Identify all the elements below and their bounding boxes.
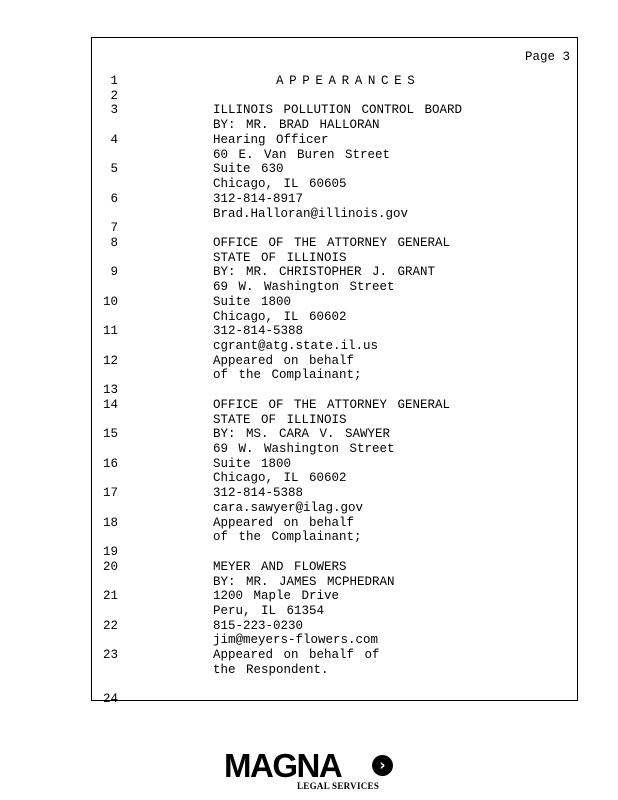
transcript-line xyxy=(0,427,618,442)
transcript-line xyxy=(0,575,618,590)
line-text: BY: MR. CHRISTOPHER J. GRANT xyxy=(213,265,436,280)
line-text: Peru, IL 61354 xyxy=(213,603,325,618)
transcript-line xyxy=(0,442,618,457)
transcript-line xyxy=(0,633,618,648)
transcript-line xyxy=(0,692,618,707)
line-number: 13 xyxy=(102,383,118,398)
line-number: 2 xyxy=(110,88,118,103)
transcript-line xyxy=(0,324,618,339)
line-number: 10 xyxy=(102,294,118,309)
transcript-line xyxy=(0,663,618,678)
transcript-line xyxy=(0,221,618,236)
line-text: 312-814-5388 xyxy=(213,486,304,501)
line-text: Brad.Halloran@illinois.gov xyxy=(213,206,409,221)
appearances-heading: APPEARANCES xyxy=(276,74,421,88)
line-number: 1 xyxy=(110,74,118,88)
transcript-line xyxy=(0,103,618,118)
transcript-line xyxy=(0,74,618,89)
transcript-line xyxy=(0,619,618,634)
line-number: 9 xyxy=(110,265,118,280)
line-text: STATE OF ILLINOIS xyxy=(213,250,347,265)
transcript-line xyxy=(0,398,618,413)
line-text: ILLINOIS POLLUTION CONTROL BOARD xyxy=(213,103,463,118)
transcript-line xyxy=(0,457,618,472)
line-text: 312-814-8917 xyxy=(213,191,304,206)
line-text: Hearing Officer xyxy=(213,132,329,147)
line-text: cara.sawyer@ilag.gov xyxy=(213,500,364,515)
transcript-line xyxy=(0,280,618,295)
line-number: 4 xyxy=(110,132,118,147)
transcript-line xyxy=(0,589,618,604)
transcript-line xyxy=(0,545,618,560)
line-text: 60 E. Van Buren Street xyxy=(213,147,391,162)
line-number: 6 xyxy=(110,191,118,206)
line-text: OFFICE OF THE ATTORNEY GENERAL xyxy=(213,235,451,250)
line-number: 21 xyxy=(102,589,118,604)
transcript-line xyxy=(0,383,618,398)
magna-logo xyxy=(224,748,394,794)
line-number: 22 xyxy=(102,618,118,633)
transcript-line xyxy=(0,413,618,428)
transcript-line xyxy=(0,339,618,354)
transcript-line xyxy=(0,236,618,251)
transcript-line xyxy=(0,486,618,501)
line-text: Chicago, IL 60602 xyxy=(213,471,347,486)
line-text: BY: MR. BRAD HALLORAN xyxy=(213,118,380,133)
page-number: Page 3 xyxy=(525,50,571,64)
transcript-line xyxy=(0,516,618,531)
transcript-line xyxy=(0,192,618,207)
transcript-line xyxy=(0,604,618,619)
line-number: 20 xyxy=(102,559,118,574)
transcript-line xyxy=(0,265,618,280)
line-text: STATE OF ILLINOIS xyxy=(213,412,347,427)
line-number: 17 xyxy=(102,486,118,501)
transcript-line xyxy=(0,310,618,325)
line-text: BY: MR. JAMES MCPHEDRAN xyxy=(213,574,395,589)
logo-wordmark: MAGNA xyxy=(224,747,342,784)
line-text: 69 W. Washington Street xyxy=(213,280,395,295)
line-number: 16 xyxy=(102,456,118,471)
line-number: 15 xyxy=(102,427,118,442)
transcript-line xyxy=(0,648,618,663)
line-number: 5 xyxy=(110,162,118,177)
line-number: 3 xyxy=(110,103,118,118)
transcript-line xyxy=(0,148,618,163)
line-text: OFFICE OF THE ATTORNEY GENERAL xyxy=(213,397,451,412)
line-text: Appeared on behalf xyxy=(213,515,355,530)
transcript-line xyxy=(0,133,618,148)
line-number: 11 xyxy=(102,324,118,339)
line-text: Chicago, IL 60605 xyxy=(213,177,347,191)
line-number: 24 xyxy=(102,692,118,707)
transcript-line xyxy=(0,471,618,486)
transcript-line xyxy=(0,530,618,545)
line-number: 19 xyxy=(102,545,118,559)
transcript-line xyxy=(0,251,618,266)
line-text: Appeared on behalf of xyxy=(213,648,380,663)
transcript-line xyxy=(0,560,618,575)
line-text: Chicago, IL 60602 xyxy=(213,309,347,324)
transcript-line xyxy=(0,162,618,177)
line-text: 312-814-5388 xyxy=(213,324,304,339)
line-text: the Respondent. xyxy=(213,662,329,677)
transcript-line xyxy=(0,207,618,222)
line-text: cgrant@atg.state.il.us xyxy=(213,339,379,353)
line-number: 8 xyxy=(110,235,118,250)
line-text: 815-223-0230 xyxy=(213,618,304,633)
transcript-line xyxy=(0,295,618,310)
transcript-line xyxy=(0,354,618,369)
line-text: Suite 1800 xyxy=(213,456,292,471)
transcript-line xyxy=(0,501,618,516)
line-text: Suite 1800 xyxy=(213,294,292,309)
transcript-line xyxy=(0,678,618,693)
line-text: Suite 630 xyxy=(213,162,284,177)
line-text: BY: MS. CARA V. SAWYER xyxy=(213,427,391,442)
transcript-line xyxy=(0,177,618,192)
line-number: 7 xyxy=(110,221,118,236)
line-text: of the Complainant; xyxy=(213,530,362,545)
line-text: jim@meyers-flowers.com xyxy=(213,633,379,648)
line-text: Appeared on behalf xyxy=(213,353,355,368)
transcript-line xyxy=(0,368,618,383)
logo-subtitle: LEGAL SERVICES xyxy=(297,781,380,791)
transcript-line xyxy=(0,89,618,104)
line-number: 12 xyxy=(102,353,118,368)
line-number: 18 xyxy=(102,515,118,530)
line-text: 69 W. Washington Street xyxy=(213,442,395,456)
line-number: 23 xyxy=(102,648,118,663)
line-text: 1200 Maple Drive xyxy=(213,589,340,604)
transcript-line xyxy=(0,118,618,133)
line-number: 14 xyxy=(102,397,118,412)
line-text: of the Complainant; xyxy=(213,368,362,383)
logo-arrow-icon: › xyxy=(372,755,393,776)
line-text: MEYER AND FLOWERS xyxy=(213,559,347,574)
